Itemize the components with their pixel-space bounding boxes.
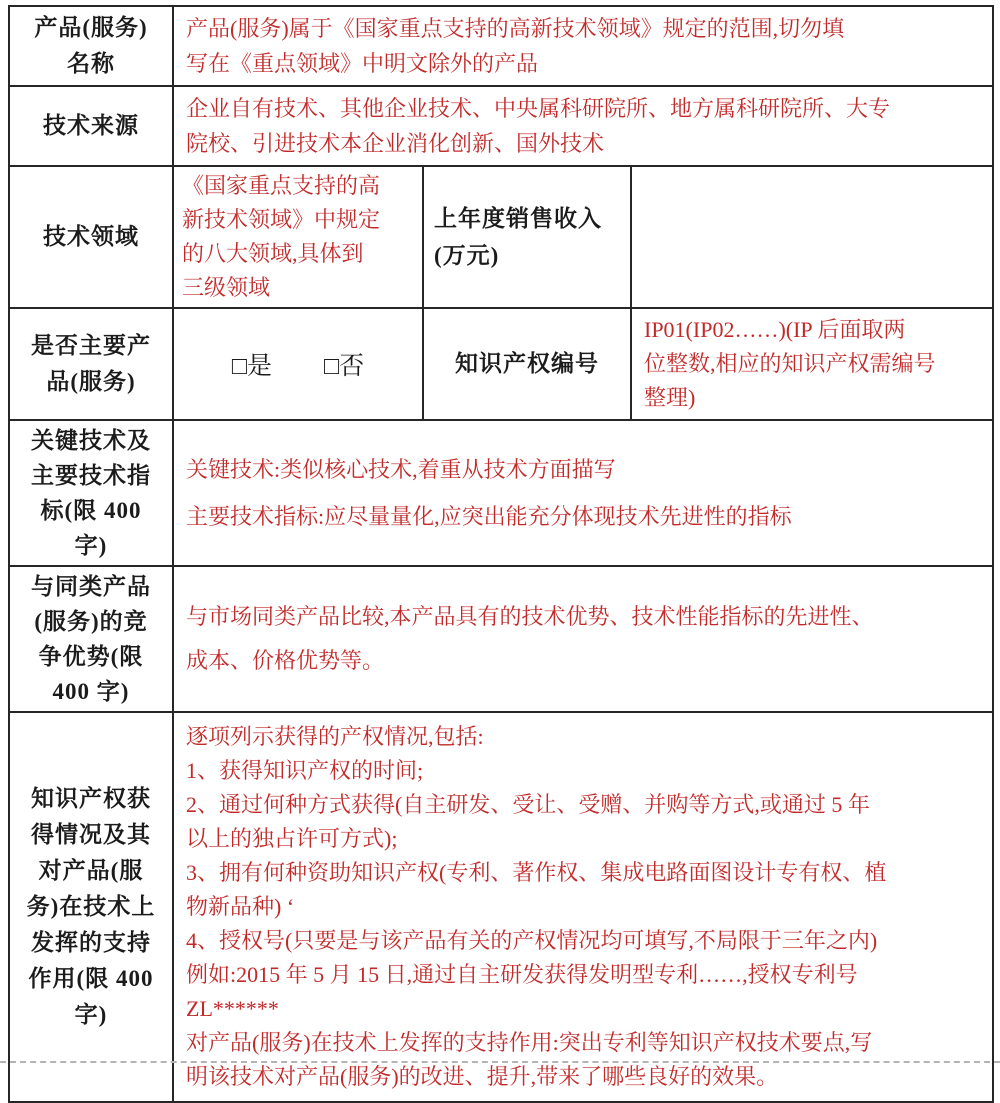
main-product-options-cell: [173, 308, 423, 420]
row-product-name: [9, 6, 993, 86]
header-tech-field: 技术领域: [9, 166, 173, 308]
checkbox-yes[interactable]: □是: [231, 353, 272, 380]
note-key-tech: 关键技术:类似核心技术,着重从技术方面描写 主要技术指标:应尽量量化,应突出能充分体现技术先进性的指标: [173, 420, 993, 566]
header-is-main-product: 是否主要产 品(服务): [9, 308, 173, 420]
note-tech-field: 《国家重点支持的高 新技术领域》中规定 的八大领域,具体到 三级领域: [173, 166, 423, 308]
header-ip-acquisition: 知识产权获 得情况及其 对产品(服 务)在技术上 发挥的支持 作用(限 400 字): [9, 712, 173, 1102]
header-product-name: 产品(服务) 名称: [9, 6, 173, 86]
product-service-form-table: [8, 5, 994, 1103]
checkbox-no[interactable]: □否: [324, 353, 365, 380]
row-tech-source: [9, 86, 993, 166]
note-competitive-advantage: 与市场同类产品比较,本产品具有的技术优势、技术性能指标的先进性、 成本、价格优势等。: [173, 566, 993, 712]
sales-revenue-value-cell: [631, 166, 993, 308]
label-ip-number: 知识产权编号: [423, 308, 631, 420]
row-ip-acquisition: [9, 712, 993, 1102]
row-competitive-advantage: [9, 566, 993, 712]
note-tech-source: 企业自有技术、其他企业技术、中央属科研院所、地方属科研院所、大专 院校、引进技术本企业消化创新、国外技术: [173, 86, 993, 166]
page-edge-artifact: [0, 1061, 1000, 1063]
row-is-main-product: [9, 308, 993, 420]
header-tech-source: 技术来源: [9, 86, 173, 166]
note-ip-number: IP01(IP02……)(IP 后面取两 位整数,相应的知识产权需编号 整理): [631, 308, 993, 420]
label-sales-revenue: 上年度销售收入 (万元): [423, 166, 631, 308]
header-key-tech: 关键技术及 主要技术指 标(限 400 字): [9, 420, 173, 566]
note-ip-acquisition: 逐项列示获得的产权情况,包括: 1、获得知识产权的时间; 2、通过何种方式获得(自主研发、受让、受赠、并购等方式,或通过 5 年 以上的独占许可方式); 3、拥有何种资助知识产权(专利、著作权、集成电路面图设计专有权、植 物新品种) ‘ 4、授权号(只要是与该产品有关的产权情况均可填写,不局限于三年之内) 例如:2015 年 5 月 15 日,通过自主研发获得发明型专利……,授权专利号 ZL****** 对产品(服务)在技术上发挥的支持作用:突出专利等知识产权技术要点,写 明该技术对产品(服务)的改进、提升,带来了哪些良好的效果。: [173, 712, 993, 1102]
header-competitive-advantage: 与同类产品 (服务)的竞 争优势(限 400 字): [9, 566, 173, 712]
row-key-tech: [9, 420, 993, 566]
row-tech-field: [9, 166, 993, 308]
note-product-name: 产品(服务)属于《国家重点支持的高新技术领域》规定的范围,切勿填 写在《重点领域》中明文除外的产品: [173, 6, 993, 86]
